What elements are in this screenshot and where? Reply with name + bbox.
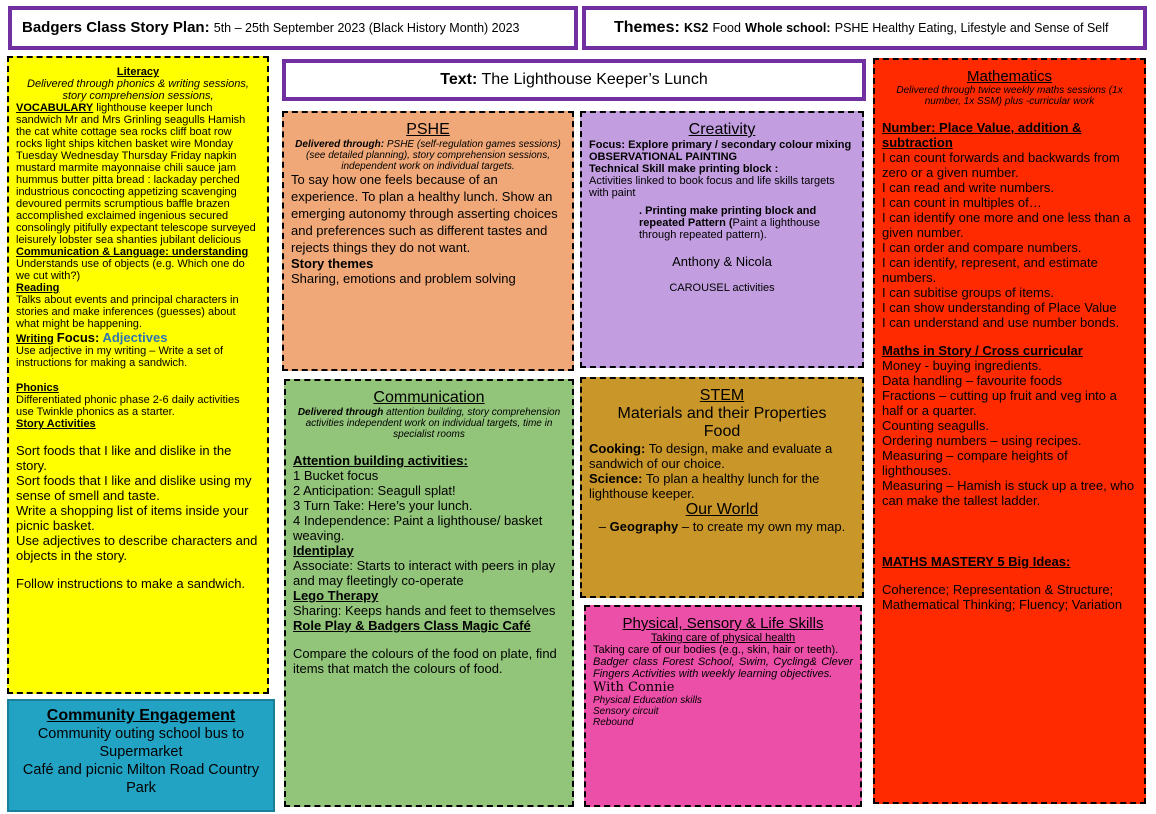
science-text: To plan a healthy lunch for the lighthouse keeper. <box>589 471 820 501</box>
number-item: I can understand and use number bonds. <box>882 315 1120 330</box>
literacy-title: Literacy <box>116 66 160 78</box>
stem-panel <box>580 377 864 598</box>
maths-title: Mathematics <box>966 68 1053 85</box>
community-line: Community outing school bus to Supermarket <box>37 726 245 761</box>
themes-whole: PSHE Healthy Eating, Lifestyle and Sense of Self <box>834 21 1109 35</box>
plan-dates: 5th – 25th September 2023 (Black History Month) 2023 <box>213 21 520 35</box>
communication-title: Communication <box>373 389 485 406</box>
physical-item: Physical Education skills <box>593 695 702 706</box>
maths-story-item: Fractions – cutting up fruit and veg into a half or a quarter. <box>882 388 1117 418</box>
maths-story-item: Measuring – Hamish is stuck up a tree, who can make the tallest ladder. <box>882 478 1135 508</box>
printing-rest: Paint a lighthouse through repeated pattern). <box>639 217 820 241</box>
literacy-delivery: Delivered through phonics & writing sessions, story comprehension sessions, <box>27 78 249 102</box>
story-activities-label: Story Activities <box>16 418 96 430</box>
writing-focus: Focus: <box>56 330 100 345</box>
science-label: Science: <box>589 471 643 486</box>
story-plan-header <box>8 6 578 50</box>
creativity-staff: Anthony & Nicola <box>672 254 772 269</box>
mastery-label: MATHS MASTERY 5 Big Ideas: <box>882 554 1071 569</box>
maths-story-item: Ordering numbers – using recipes. <box>882 433 1082 448</box>
comm-text: Understands use of objects (e.g. Which one do we cut with?) <box>16 258 245 282</box>
geo-pre: – <box>598 519 607 534</box>
creativity-focus: Focus: Explore primary / secondary colour mixing OBSERVATIONAL PAINTING <box>589 139 852 163</box>
pshe-panel <box>282 111 574 371</box>
text-box <box>282 59 866 101</box>
maths-panel <box>873 58 1146 804</box>
printing-bold: . Printing make printing block and repeated Pattern ( <box>639 205 817 229</box>
identiplay-text: Associate: Starts to interact with peers in play and may fleetingly co-operate <box>293 558 556 588</box>
vocab-text: lighthouse keeper lunch sandwich Mr and Mrs Grinling seagulls Hamish the cat white cottage sea rocks cliff boat row rocks light ships kitchen basket wire Monday Tuesday Wednesday Thursday Friday napkin mustard marmite mayonnaise chili sauce jam hummus butter pitta bread : lackaday perched industrious concocting appetizing scavenging devoured permits scrumptious baffle brazen accomplished exclaimed ingenious secured consolingly pitifully expectant telescope surveyed leisurely lobster sea shanties jubilant delicious <box>16 102 256 246</box>
maths-story-item: Counting seagulls. <box>882 418 989 433</box>
stem-subtitle: Materials and their Properties <box>617 405 827 422</box>
community-title: Community Engagement <box>46 707 236 724</box>
stem-title: STEM <box>699 387 745 404</box>
maths-story-item: Money - buying ingredients. <box>882 358 1042 373</box>
lego-label: Lego Therapy <box>293 588 379 603</box>
writing-text: Use adjective in my writing – Write a set of instructions for making a sandwich. <box>16 345 224 369</box>
number-item: I can identify one more and one less than a given number. <box>882 210 1131 240</box>
literacy-panel <box>7 56 269 694</box>
creativity-carousel: CAROUSEL activities <box>669 282 775 294</box>
number-item: I can identify, represent, and estimate numbers. <box>882 255 1098 285</box>
geo-label: Geography <box>609 519 679 534</box>
creativity-activities: Activities linked to book focus and life skills targets with paint <box>589 175 835 199</box>
physical-title: Physical, Sensory & Life Skills <box>622 615 824 632</box>
physical-connie: With Connie <box>593 680 675 695</box>
story-activity: Sort foods that I like and dislike using my sense of smell and taste. <box>16 473 252 503</box>
creativity-skill: Technical Skill make printing block : <box>589 163 779 175</box>
cooking-label: Cooking: <box>589 441 646 456</box>
maths-story-item: Measuring – compare heights of lighthouses. <box>882 448 1068 478</box>
phonics-text: Differentiated phonic phase 2-6 daily activities use Twinkle phonics as a starter. <box>16 394 240 418</box>
text-value: The Lighthouse Keeper’s Lunch <box>481 71 708 88</box>
community-line: Café and picnic Milton Road Country Park <box>22 762 260 797</box>
roleplay-label: Role Play & Badgers Class Magic Café <box>293 618 531 633</box>
physical-body2: Badger class Forest School, Swim, Cycling& Clever Fingers Activities with weekly learning objectives. <box>593 656 853 680</box>
number-label: Number: Place Value, addition & subtraction <box>882 120 1082 150</box>
number-item: I can count forwards and backwards from zero or a given number. <box>882 150 1120 180</box>
reading-text: Talks about events and principal characters in stories and make inferences (guesses) about what might be happening. <box>16 294 239 330</box>
communication-delivery-label: Delivered through <box>297 407 384 418</box>
vocab-label: VOCABULARY <box>16 102 94 114</box>
writing-adjectives: Adjectives <box>102 330 168 345</box>
themes-label: Themes: <box>614 19 680 36</box>
creativity-panel <box>580 111 864 368</box>
number-item: I can count in multiples of… <box>882 195 1042 210</box>
physical-item: Sensory circuit <box>593 706 659 717</box>
cooking-text: To design, make and evaluate a sandwich of our choice. <box>589 441 833 471</box>
physical-item: Rebound <box>593 717 634 728</box>
creativity-title: Creativity <box>688 121 756 138</box>
comm-label: Communication & Language: understanding <box>16 246 249 258</box>
mastery-text: Coherence; Representation & Structure; Mathematical Thinking; Fluency; Variation <box>882 582 1123 612</box>
physical-body1: Taking care of our bodies (e.g., skin, hair or teeth). <box>593 644 839 656</box>
phonics-label: Phonics <box>16 382 59 394</box>
writing-label: Writing <box>16 333 54 345</box>
pshe-themes: Sharing, emotions and problem solving <box>291 271 516 287</box>
themes-whole-label: Whole school: <box>745 21 831 35</box>
story-activity-last: Follow instructions to make a sandwich. <box>16 576 246 591</box>
attention-item: 4 Independence: Paint a lighthouse/ basket weaving. <box>293 513 543 543</box>
pshe-title: PSHE <box>406 121 450 138</box>
themes-ks2: KS2 <box>683 21 709 35</box>
physical-panel <box>584 605 862 807</box>
roleplay-text: Compare the colours of the food on plate, find items that match the colours of food. <box>293 646 557 676</box>
communication-delivery: attention building, story comprehension activities independent work on individual targets, time in specialist rooms <box>305 407 561 440</box>
community-panel <box>7 699 275 812</box>
communication-panel <box>284 379 574 807</box>
maths-story-item: Data handling – favourite foods <box>882 373 1062 388</box>
number-item: I can show understanding of Place Value <box>882 300 1117 315</box>
reading-label: Reading <box>16 282 60 294</box>
text-label: Text: <box>440 71 478 88</box>
pshe-delivery: PSHE (self-regulation games sessions) (see detailed planning), story comprehension sessions, independent work on individual targets. <box>305 139 561 172</box>
number-item: I can read and write numbers. <box>882 180 1054 195</box>
attention-label: Attention building activities: <box>293 453 468 468</box>
pshe-delivery-label: Delivered through: <box>295 139 385 150</box>
attention-item: 3 Turn Take: Here’s your lunch. <box>293 498 473 513</box>
pshe-themes-label: Story themes <box>291 256 374 272</box>
geo-text: – to create my own my map. <box>681 519 846 534</box>
attention-item: 2 Anticipation: Seagull splat! <box>293 483 456 498</box>
story-activity: Write a shopping list of items inside your picnic basket. <box>16 503 249 533</box>
our-world-title: Our World <box>685 501 759 518</box>
maths-delivery: Delivered through twice weekly maths sessions (1x number, 1x SSM) plus -curricular work <box>896 85 1123 107</box>
identiplay-label: Identiplay <box>293 543 354 558</box>
number-item: I can order and compare numbers. <box>882 240 1082 255</box>
number-item: I can subitise groups of items. <box>882 285 1054 300</box>
story-activity: Sort foods that I like and dislike in the story. <box>16 443 232 473</box>
stem-subtitle2: Food <box>703 423 741 440</box>
plan-label: Badgers Class Story Plan: <box>22 19 210 36</box>
maths-story-label: Maths in Story / Cross curricular <box>882 343 1083 358</box>
story-activity: Use adjectives to describe characters and objects in the story. <box>16 533 258 563</box>
themes-food: Food <box>712 21 741 35</box>
physical-sub: Taking care of physical health <box>650 632 796 644</box>
lego-text: Sharing: Keeps hands and feet to themselves <box>293 603 556 618</box>
attention-item: 1 Bucket focus <box>293 468 379 483</box>
themes-header <box>582 6 1147 50</box>
pshe-body: To say how one feels because of an experience. To plan a healthy lunch. Show an emerging autonomy through asserting choices and preferences such as different tastes and rejects things they do not want. <box>291 172 558 255</box>
